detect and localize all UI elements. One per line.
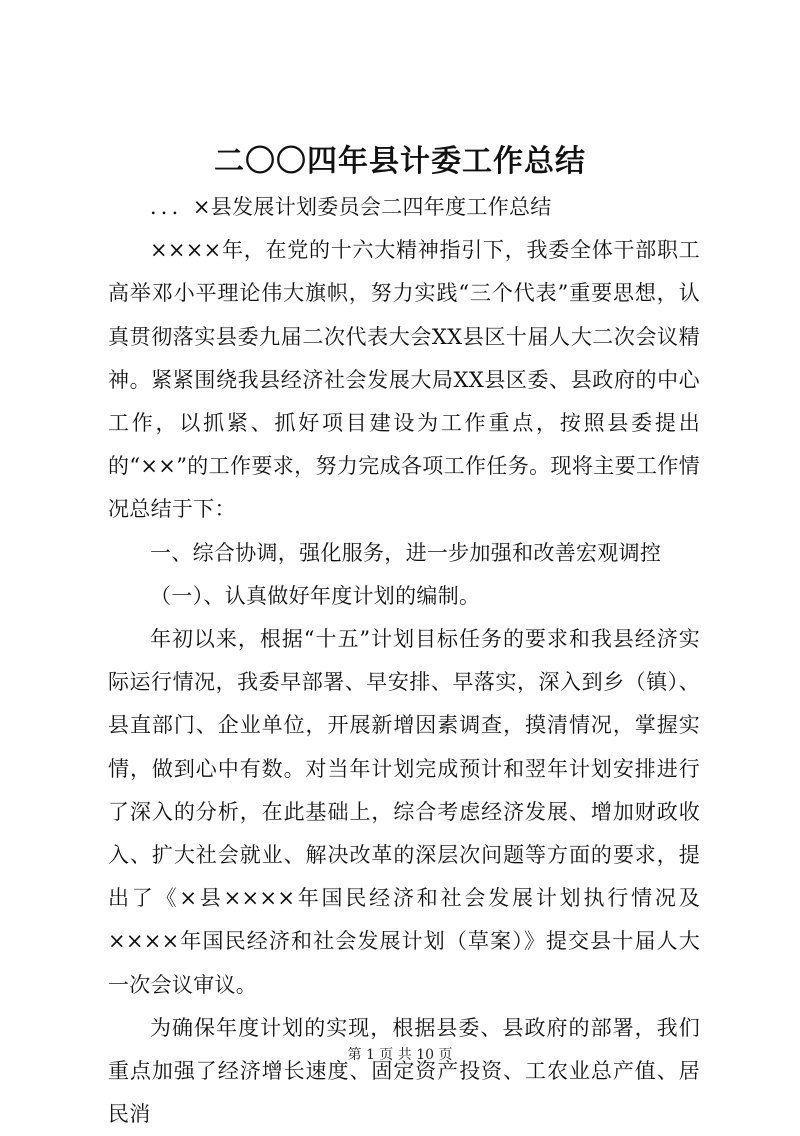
- body-paragraph: 为确保年度计划的实现，根据县委、县政府的部署，我们重点加强了经济增长速度、固定资产投资、工农业总产值、居民消: [108, 1015, 700, 1127]
- body-paragraph: 年初以来，根据“十五”计划目标任务的要求和我县经济实际运行情况，我委早部署、早安排、早落实，深入到乡（镇）、县直部门、企业单位，开展新增因素调查，摸清情况，掌握实情，做到心中有数。对当年计划完成预计和翌年计划安排进行了深入的分析，在此基础上，综合考虑经济发展、增加财政收入、扩大社会就业、解决改革的深层次问题等方面的要求，提出了《×县××××年国民经济和社会发展计划执行情况及××××年国民经济和社会发展计划（草案）》提交县十届人大一次会议审议。: [108, 627, 700, 997]
- document-title: 二〇〇四年县计委工作总结: [214, 144, 586, 179]
- document-body: [108, 186, 700, 1136]
- page-number-footer: 第 1 页 共 10 页: [347, 1047, 453, 1063]
- subsection-heading: （一）、认真做好年度计划的编制。: [150, 583, 481, 608]
- subtitle-paragraph: ．．．×县发展计划委员会二四年度工作总结: [150, 195, 552, 219]
- section-heading: 一、综合协调，强化服务，进一步加强和改善宏观调控: [150, 540, 662, 565]
- intro-paragraph: ××××年，在党的十六大精神指引下，我委全体干部职工高举邓小平理论伟大旗帜，努力实践“三个代表”重要思想，认真贯彻落实县委九届二次代表大会XX县区十届人大二次会议精神。紧紧围绕我县经济社会发展大局XX县区委、县政府的中心工作，以抓紧、抓好项目建设为工作重点，按照县委提出的“××”的工作要求，努力完成各项工作任务。现将主要工作情况总结于下：: [108, 238, 700, 522]
